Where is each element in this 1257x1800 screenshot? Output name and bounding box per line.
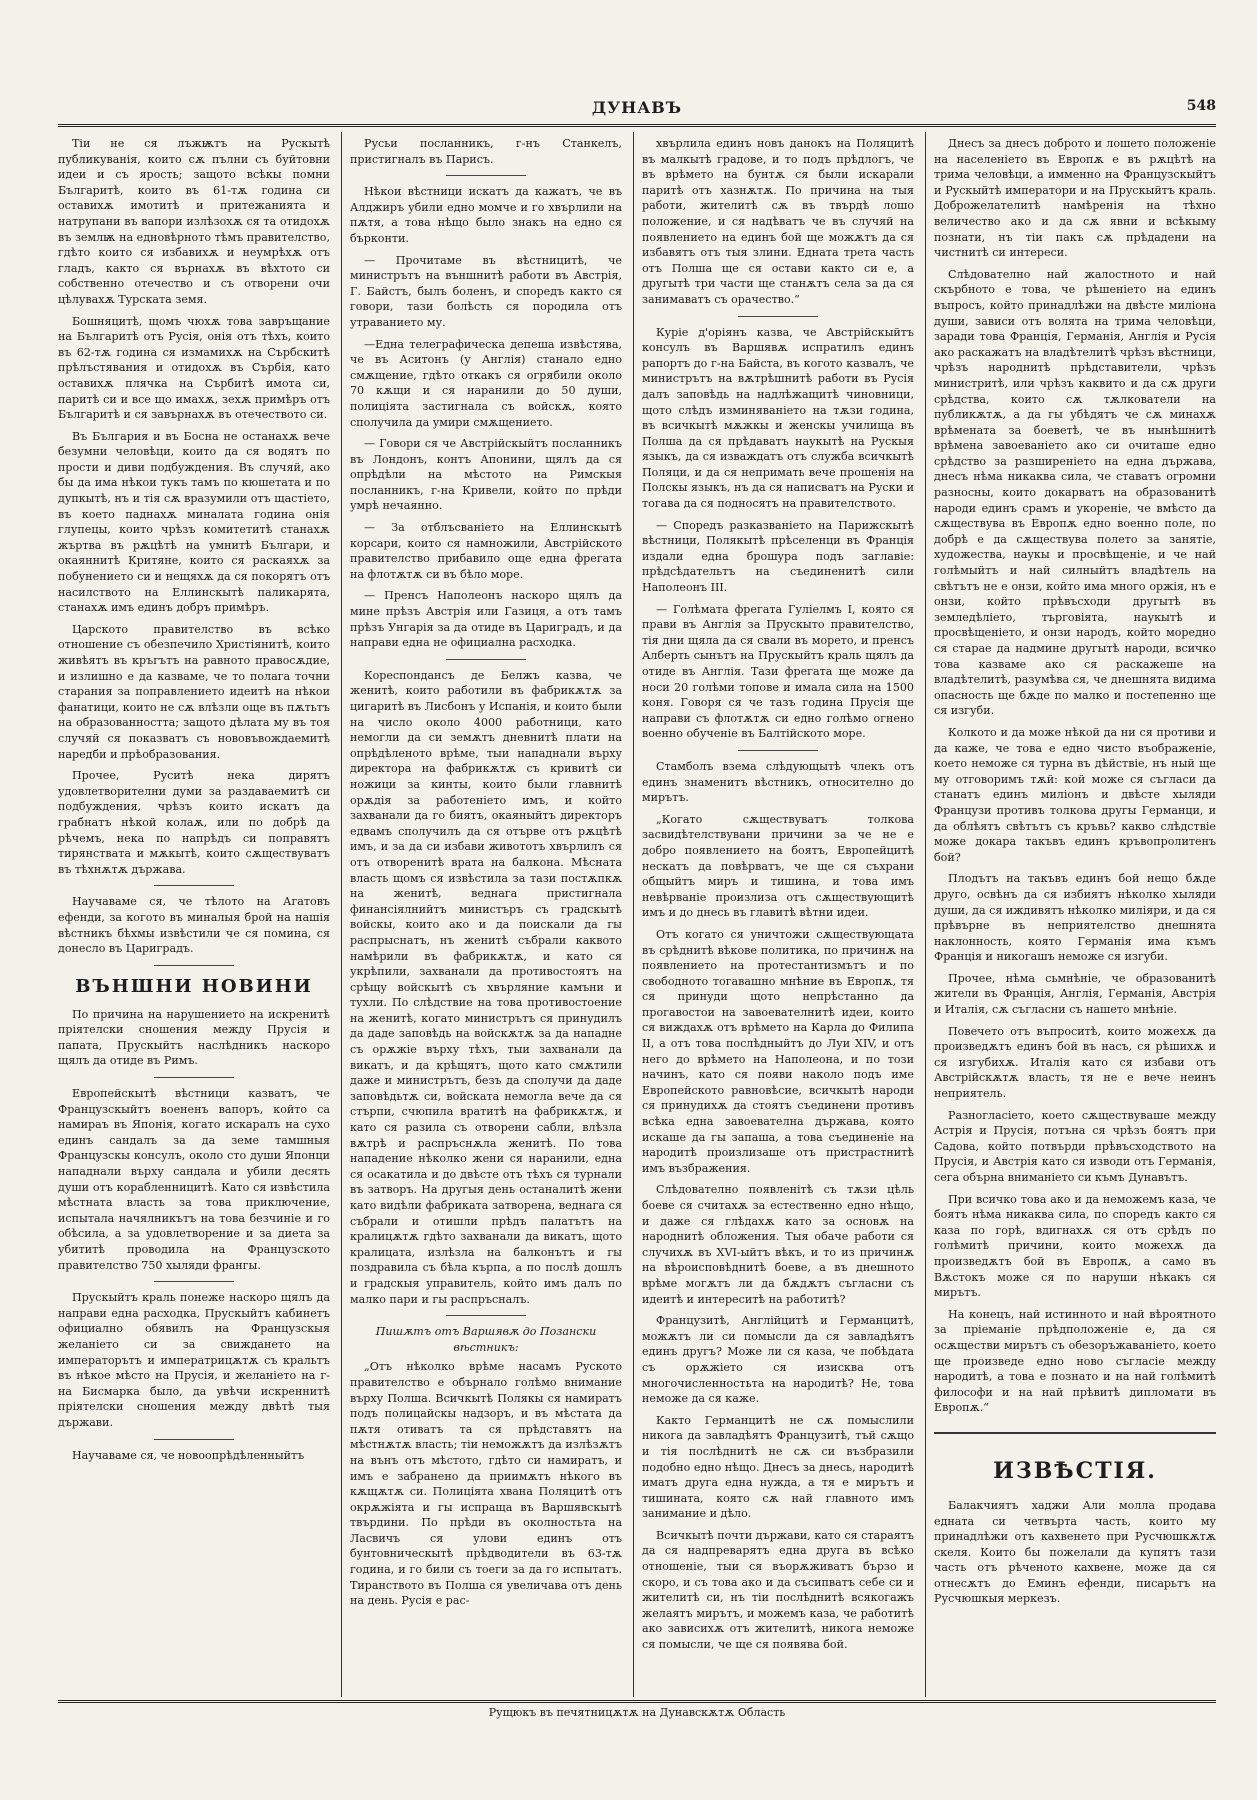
separator [154, 965, 234, 966]
article-paragraph: Въ България и въ Босна не останахѫ вече безумни человѣци, които да ся водятъ по прости и диви подбуждения. Въ случяй, ако бы да има нѣкои тукъ тамъ по кюшетата и по дупкытѣ, нъ и тiя сѫ вразумили отъ щастiето, въ което паднахѫ миналата година онiя глупецы, които чрѣзъ комитетитѣ станахѫ жъртва въ рѫцѣтѣ на умнитѣ Българи, и окаяннитѣ Критяне, които ся раскаяхѫ за побунението си и нещяхѫ да ся покорятъ отъ насилството на Еллинскытѣ паликарята, станахѫ имъ единъ добръ примѣръ. [58, 429, 330, 615]
article-paragraph: — Прочитаме въ вѣстницитѣ, че министрътъ на външнитѣ работи въ Австрiя, Г. Байстъ, былъ боленъ, и споредъ както ся говори, тази болѣсть ся породила отъ утраванието му. [350, 253, 622, 329]
separator [738, 316, 818, 317]
article-paragraph: — Пренсъ Наполеонъ наскоро щялъ да мине прѣзъ Австрiя или Газиця, а отъ тамъ прѣзъ Унгарiя за да отиде въ Цариградъ, и да направи една не официална расходка. [350, 589, 622, 650]
article-paragraph: Тiи не ся лъжѭтъ на Рускытѣ публикуванiя, които сѫ пълни съ буйтовни идеи и съ ярость; защото всѣкы помни Българитѣ, които въ 61-тѫ година си оставихѫ имотитѣ и притежанията и натрупани въ вапори излѣзохѫ ся та отидохѫ въ землѭ на едновѣрното тѣмъ правителство, гдѣто които ся избавихѫ и неумрѣхѫ отъ гладъ, както ся върнахѫ въ вѣхтото си собственно отечество и съ отворени очи цѣлувахѫ Турската земя. [58, 137, 330, 306]
column-divider [341, 132, 342, 1697]
separator [154, 885, 234, 886]
article-paragraph: Стамболъ взема слѣдующытѣ члекъ отъ единъ знаменитъ вѣстникъ, относително до мирътъ. [642, 759, 914, 805]
article-paragraph: Плодътъ на такъвъ единъ бой нещо бѫде друго, освѣнъ да ся избиятъ нѣколко хыляди души, да ся иждивятъ нѣколко милiяри, и да ся прѣвърне въ неприятелство днешнята наклонность, която Германiя има къмъ Францiя и никогашъ неможе ся изгуби. [934, 872, 1216, 964]
article-paragraph: Повечето отъ въпроситѣ, които можехѫ да произведѫтъ единъ бой въ насъ, ся рѣшихѫ и ся изгубихѫ. Италiя като ся избави отъ Австрiйскѫтѫ власть, тя не е вече неинъ неприятель. [934, 1024, 1216, 1101]
article-paragraph: Царското правителство въ всѣко отношение съ обезпечило Христiянитѣ, които живѣятъ въ кръгътъ на равното правосѫдие, и излишно е да казваме, че то полага точни старания за поправлението идеитѣ на нѣкои фанатици, които не сѫ влѣзли още въ пѫтьтъ на образованността; защото дѣлата му въ тоя случяй ся показватъ съ нововъвождаемитѣ наредби и прѣобразования. [58, 622, 330, 761]
article-paragraph: Кореспондансъ де Белжъ казва, че женитѣ, които работили въ фабрикѫтѫ за цигаритѣ въ Лисбонъ у Испанiя, и които были на число около 4000 работници, като немогли да си земѫтъ дневнитѣ плати на опрѣдѣленото врѣме, тыи нападнали върху директора на фабрикѫтѫ съ кривитѣ си ножици за кинты, които были главнитѣ орѫдiя за работенiето имъ, и който захванали да го биятъ, окаяныйтъ директоръ едвамъ сполучилъ да ся отърве отъ рѫцѣтѣ имъ, и за да си избави живототъ хвърлилъ ся отъ отворенитѣ врата на балкона. Мѣсната власть щомъ ся извѣстила за тази постѫпкѫ на женитѣ, веднага пристигнала финансiялнийтъ министъръ съ градскытѣ войскы, които ако и да поискали да гы распрыснатъ, нъ женитѣ събрали каквото намѣрили въ фабрикѫтѫ, и като ся укрѣпили, захванали да противостоятъ на срѣщу войскытѣ съ хвърляние камъни и тухли. По слѣдствие на това противостоение на женитѣ, когато министрътъ ся принудилъ да даде заповѣдь на войскѫтѫ за да нападне съ орѫжiе върху тѣхъ, тыи захванали да викатъ, и да крѣщятъ, щото като смѫтили даже и министрътъ, безъ да сполучи да даде заповѣдьтѫ си, войската немогла вече да ся стърпи, счюпила вратитѣ на фабрикѫтѫ, и като ся разила съ отворени сабли, влѣзла вѫтрѣ и распръснѫла женитѣ. По това нападение нѣколко жени ся наранили, една ся осакатила и до двѣсте отъ тѣхъ ся турнали въ затворъ. На другыя день останалитѣ жени като видѣли фабриката затворена, веднага ся събрали и отишли прѣдъ палатътъ на кралицѫтѫ гдѣто захванали да викатъ, щото кралицата, излѣзла на балконътъ и гы поздравила съ бѣла кърпа, а по послѣ дошлъ и градскыя управитель, който имъ далъ по малко пари и гы распръсналъ. [350, 668, 622, 1306]
article-paragraph: Разногласiето, което сѫществуваше между Астрiя и Прусiя, потъна ся чрѣзъ боятъ при Садова, който потвърди прѣвъсходството на Прусiя, и Австрiя като ся изводи отъ Германiя, сега обърна вниманiето си къмъ Дунавътъ. [934, 1108, 1216, 1184]
article-paragraph: Слѣдователно появленiтѣ съ тѫзи цѣль боеве ся считахѫ за естественно едно нѣщо, и даже ся глѣдахѫ като за основѫ на народнитѣ обложения. Тыя обаче работи ся случихѫ въ XVI-ыйтъ вѣкъ, и то из причинѫ на вѣроисповѣднитѣ боеве, а въ днешното врѣме могѫтъ ли да бѫдѫтъ съгласни съ идеитѣ и интереситѣ на работитѣ? [642, 1183, 914, 1306]
article-paragraph: хвърлила единъ новъ данокъ на Поляцитѣ въ малкытѣ градове, и то подъ прѣдлогъ, че въ врѣмето на бунтѫ ся были искарали паритѣ отъ хазнѫтѫ. По причина на тыя работи, жителитѣ сѫ въ твърдѣ лошо положение, и ся надѣватъ че въ случяй на появлението на единъ бой ще можѫтъ да ся избавятъ отъ тыя злини. Едната трета часть отъ Полша ще ся остави както си е, а другытѣ три части ще станѫтъ села за да ся занимаватъ съ орачество.“ [642, 137, 914, 306]
separator [446, 659, 526, 660]
article-paragraph: Балакчиятъ хаджи Али молла продава едната си четвърта часть, които му принадлѣжи отъ кахвенето при Русчюшкѫтѫ скеля. Които бы пожелали да купятъ тази часть отъ рѣченото кахвене, може да ся отнесѫтъ до Еминъ ефенди, писарьтъ на Русчюшкыя меркезъ. [934, 1498, 1216, 1606]
article-paragraph: „Отъ нѣколко врѣме насамъ Руското правителство е обърнало голѣмо внимание върху Полша. Всичкытѣ Полякы ся намиратъ подъ полицайскы надзоръ, и въ мѣстата да пѫтя отиватъ та ся прѣдставятъ на мѣстнѫтѫ власть; тiи неможѫтъ да излѣзѫтъ на вънъ отъ мѣстото, гдѣто си намиратъ, и имъ е забранено да приимѫтъ нѣкого въ кѫщѫтѫ си. Полицiята хвана Поляцитѣ отъ окрѫжiята и гы испраща въ Варшявскытѣ твърдини. По прѣди въ околностьта на Ласвичъ ся улови единъ отъ бунтовническытѣ прѣдводители въ 63-тѫ година, и го били съ тоеги за да го испытатъ. Тиранството въ Полша ся увеличава отъ день на день. Русiя е рас- [350, 1360, 622, 1608]
article-paragraph: — Голѣмата фрегата Гулiелмъ I, която ся прави въ Англiя за Прускыто правителство, тiя дни щяла да ся свали въ морето, и пренсъ Алберть сынътъ на Прускыйтъ краль щялъ да отиде въ Англiя. Тази фрегата ще може да носи 20 голѣми топове и имала сила на 1500 коня. Говоря ся че тазъ година Прусiя ще направи съ флотѫтѫ си едно голѣмо огнено военно обученiе въ Балтiйското море. [642, 602, 914, 741]
article-paragraph: Научаваме ся, че тѣлото на Агатовъ ефенди, за когото въ миналыя брой на нашiя вѣстникъ бѣхмы извѣстили че ся помина, ся донесло въ Цариградъ. [58, 895, 330, 956]
column-4 [934, 136, 1216, 1694]
footer-rule [58, 1700, 1216, 1703]
column-3 [642, 136, 914, 1694]
separator [154, 1439, 234, 1440]
article-paragraph: Отъ когато ся уничтожи сѫществующата въ срѣднитѣ вѣкове политика, по причинѫ на появлението на протестантизмътъ и по свободното тогавашно мнѣние въ Европѫ, тя ся принуди щото непрѣстанно да прогавостои на завоевателнитѣ идеи, които ся виждахѫ отъ врѣмето на Карла до Филипа II, а отъ това послѣдныйтъ до Луи XIV, и отъ него до врѣмето на Наполеона, и по този начинъ, като ся появи наколо подъ име Европейското равновѣсие, всичкытѣ народи ся принудихѫ да стоятъ съединени противъ всѣка една завоевателна държава, която искаше да гы запаша, а това съединенiе на народитѣ произлизаше отъ пристрастнитѣ имъ възбражения. [642, 927, 914, 1175]
article-paragraph: Както Германцитѣ не сѫ помыслили никога да завладѣятъ Французитѣ, тъй сѫщо и тiя послѣднитѣ не сѫ си възбразили подобно едно нѣщо. Днесъ за днесь, народитѣ иматъ друга една нужда, а тя е мирътъ и тишината, която сѫ най главното имъ занимание и дѣло. [642, 1413, 914, 1521]
article-paragraph: Днесъ за днесъ доброто и лошето положенiе на населенiето въ Европѫ е въ рѫцѣтѣ на трима человѣци, а имменно на Французскыйтъ и Рускыйтѣ императори и на Прускыйтъ краль. Доброжелателитѣ намѣренiя на тѣхно величество ако и да сѫ явни и всѣкыму познати, нъ тiи пакъ сѫ прѣдадени на чистнитѣ си интереси. [934, 137, 1216, 260]
article-paragraph: Научаваме ся, че новоопрѣдѣленныйтъ [72, 1448, 305, 1462]
article-paragraph: На конецъ, най истинното и най вѣроятното за прiеманiе прѣдположенiе е, да ся осѫществи мирътъ съ обезоръжаванiето, което ще произведе едно ново съгласiе между народитѣ, а това е познато и на най голѣмитѣ философи и на най прѣвитѣ дипломати въ Европѫ.“ [934, 1307, 1216, 1415]
separator [738, 750, 818, 751]
separator [446, 1315, 526, 1316]
article-paragraph: Европейскытѣ вѣстници казватъ, че Французскыйтъ воененъ вапоръ, който са намираъ въ Японiя, когато искаралъ на сухо единъ сандалъ за да земе тамшныя Французскы консулъ, около сто души Японци нападнали върху сандала и убили десять души отъ корабленницитѣ. Като ся извѣстила мѣстната власть за това приключение, испытала начялникътъ на това безчинiе и го обѣсила, а за удовлетворение и за диета за убититѣ проводила на Французското правителство 750 хыляди франгы. [58, 1087, 330, 1272]
column-divider [925, 132, 926, 1697]
article-lead: Пишѫтъ отъ Варшявѫ до Позански вѣстникъ: [375, 1325, 597, 1354]
article-paragraph: Прочее, нѣма сьмнѣнiе, че образованитѣ жители въ Францiя, Англiя, Германiя, Австрiя и Италiя, сѫ съгласни съ нашето мнѣнiе. [934, 971, 1216, 1017]
section-heading-notices: ИЗВѢСТIЯ. [993, 1457, 1157, 1484]
article-paragraph: Прочее, Руситѣ нека дирятъ удовлетворителни думи за раздаваемитѣ си подбуждения, чрѣзъ които искатъ да грабнатъ нѣкой колаѫ, или по добрѣ да рѣчемъ, нека по напрѣдъ си поправятъ тирянствата и мѫкытѣ, които сѫществуватъ въ тѣхнѫтѫ държава. [58, 769, 330, 876]
article-paragraph: — Споредъ разказванiето на Парижскытѣ вѣстници, Полякытѣ прѣселенци въ Францiя издали една брошура подъ заглавiе: прѣдсѣдательтъ на съединенитѣ сили Наполеонъ III. [642, 518, 914, 595]
column-divider [633, 132, 634, 1697]
article-paragraph: Прускыйтъ краль понеже наскоро щялъ да направи една расходка, Прускыйтъ кабинетъ официално обявилъ на Французскыя желанiето си за свиждането на императорътъ и императрицѫтѫ съ кральтъ въ нѣкое мѣсто на Прусiя, и желанiето на г-на Бисмарка было, да увѣчи искреннитѣ прiятелски сношения между двѣтѣ тыя държави. [58, 1291, 330, 1429]
article-paragraph: —Една телеграфическа депеша извѣстява, че въ Аситонъ (у Англiя) станало едно смѫщение, гдѣто откакъ ся огрябили около 70 кѫщи и ся наранили до 50 души, полицiята застигнала съ войскѫ, която сполучила да умири смѫщението. [350, 337, 622, 429]
article-paragraph: Нѣкои вѣстници искатъ да кажатъ, че въ Алджиръ убили едно момче и го хвърлили на пѫтя, а това нѣщо было знакъ на едно ся бърконти. [350, 185, 622, 245]
printer-imprint: Рущюкъ въ печятницѫтѫ на Дунавскѫтѫ Область [488, 1706, 786, 1719]
separator [446, 175, 526, 176]
separator [154, 1077, 234, 1078]
section-rule [934, 1432, 1216, 1434]
article-paragraph: Всичкытѣ почти държави, като ся стараятъ да ся надпреварятъ една друга въ всѣко отношенiе, тыи ся въорѫживатъ бързо и скоро, и съ това ако и да съсипватъ себе си и жителитѣ си, нъ тiи послѣднитѣ всякогажъ желаятъ мирътъ, и можемъ каза, че работитѣ ако зависихѫ отъ жителитѣ, никога неможе ся помысли, че ще ся появява бой. [642, 1528, 914, 1652]
article-paragraph: Французитѣ, Англiйцитѣ и Германцитѣ, можѫтъ ли си помысли да ся завладѣятъ единъ другъ? Може ли ся каза, че побѣдата съ орѫжiето ся изисква отъ многочисленностьта на народитѣ? Не, това неможе да ся каже. [642, 1314, 914, 1406]
article-paragraph: „Когато сѫществуватъ толкова засвидѣтелствувани причини за че не е добро появлението на боятъ, Европейцитѣ нескатъ да повѣрватъ, че ще ся съхрани общыйтъ миръ и тишина, и това имъ невѣрванiе произлиза отъ сѫществующитѣ имъ и до днесь въ главитѣ вѣтни идеи. [642, 812, 914, 920]
article-paragraph: Русьи посланникъ, г-нъ Станкелъ, пристигналъ въ Парисъ. [350, 137, 622, 166]
masthead [58, 96, 1216, 120]
header-rule [58, 124, 1216, 127]
article-paragraph: По причина на нарушението на искренитѣ прiятелски сношения между Прусiя и папата, Прускыйтъ наслѣдникъ наскоро щялъ да отиде въ Римъ. [58, 1007, 330, 1068]
article-paragraph: — Говори ся че Австрiйскыйтъ посланникъ въ Лондонъ, контъ Апонини, щялъ да ся опрѣдѣли на мѣстото на Римскыя посланникъ, г-на Кривели, който по прѣди умрѣ нечаянно. [350, 437, 622, 513]
separator [154, 1281, 234, 1282]
article-paragraph: При всичко това ако и да неможемъ каза, че боятъ нѣма никаква сила, по споредъ както ся каза по горѣ, вдигнахѫ ся отъ срѣдъ по голѣмитѣ причини, които можехѫ да произведѫтъ бой въ Европѫ, а само въ Вѫстокъ може ся по наруши нѣкакъ ся мирътъ. [934, 1192, 1216, 1300]
page-number: 548 [1186, 98, 1216, 114]
article-paragraph: Курiе д'орiянъ казва, че Австрiйскыйтъ консулъ въ Варшявѫ испратилъ единъ рапортъ до г-на Байста, въ когото казвалъ, че министрътъ на вѫтрѣшнитѣ работи въ Русiя далъ заповѣдь на надлѣжащитѣ чиновници, щото слѣдъ изминяванiето на тѫзи година, въ всичкытѣ мѫжкы и женскы училища въ Полша да ся прѣдаватъ наукытѣ на Рускыя языкъ, да ся изваждатъ отъ служба всичкытѣ Поляци, и да ся непримать вече прошенiя на Полскы языкъ, нъ да ся написватъ на Руски и тогава да ся подносятъ на правителството. [642, 325, 914, 511]
article-paragraph: Слѣдователно най жалостното и най скърбното е това, че рѣшенiето на единъ въпросъ, който принадлѣжи на двѣсте милiона души, зависи отъ волята на трима человѣци, заради това Францiя, Германiя, Англiя и Русiя ако раскажатъ на владѣтелитѣ чрѣзъ вѣстници, чрѣзъ народнитѣ прѣдставители, чрѣзъ министритѣ, или чрѣзъ каквито и да сѫ други срѣдства, които сѫ тѫлкователи на публикѫтѫ, а да гы убѣдятъ че сѫ минахѫ врѣмената за боеветѣ, че въ нынѣшнитѣ врѣмена завоеванiето ако си очиташе едно срѣдство за разширенiето на една държава, днесъ нѣма никаква сила, че ставатъ огромни разносны, които докарватъ на образованитѣ народи единъ срамъ и укоренiе, че вмѣсто да сѫществува въ Европѫ едно военно поле, по добрѣ е да сѫществува полето за занятiе, художества, наукы и просвѣщенiе, и че най голѣмыйтъ и най силныйтъ владѣтель на свѣтътъ не е онзи, който има много оржiя, нъ е онзи, който прѣвъсходи другытѣ въ земледѣлiето, търговiята, наукытѣ и просвѣщенiето, и онзи народъ, който моредно ся старае да надмине другытѣ народи, всичко това казваме ако ся раскажеше на владѣтелитѣ, разумѣва ся, че днешнята видима опасность ще бѫде по малко и постепенно ще ся изгуби. [934, 267, 1216, 718]
column-2 [350, 136, 622, 1694]
article-paragraph: Бошняцитѣ, щомъ чюхѫ това завръщание на Българитѣ отъ Русiя, онiя отъ тѣхъ, които въ 62-тѫ година ся измамихѫ на Сърбскитѣ прѣлъстявания и отидохѫ въ Сърбiя, като оставихѫ плячка на Сърбитѣ имота си, паритѣ си и все що имахѫ, зехѫ примѣръ отъ Българитѣ и ся завърнахѫ въ отечеството си. [58, 314, 330, 422]
newspaper-title: ДУНАВЪ [591, 98, 683, 117]
article-paragraph: — За отблъсванiето на Еллинскытѣ корсари, които ся намножили, Австрiйското правителство прибавило още една фрегата на флотѫтѫ си въ бѣло море. [350, 521, 622, 581]
article-paragraph: Колкото и да може нѣкой да ни ся противи и да каже, че това е едно чисто въображенiе, което неможе ся турна въ дѣйствiе, нъ ный ще му отговоримъ тѫй: кой може ся съгласи да станатъ единъ милiонъ и двѣсте хыляди Французи противъ толкова другы Германци, и да облѣятъ свѣтътъ съ кръвь? какво слѣдствiе може докара такъвъ единъ кръвопролитенъ бой? [934, 725, 1216, 864]
column-1 [58, 136, 330, 1694]
section-heading-foreign-news: ВЪНШНИ НОВИНИ [75, 975, 313, 997]
